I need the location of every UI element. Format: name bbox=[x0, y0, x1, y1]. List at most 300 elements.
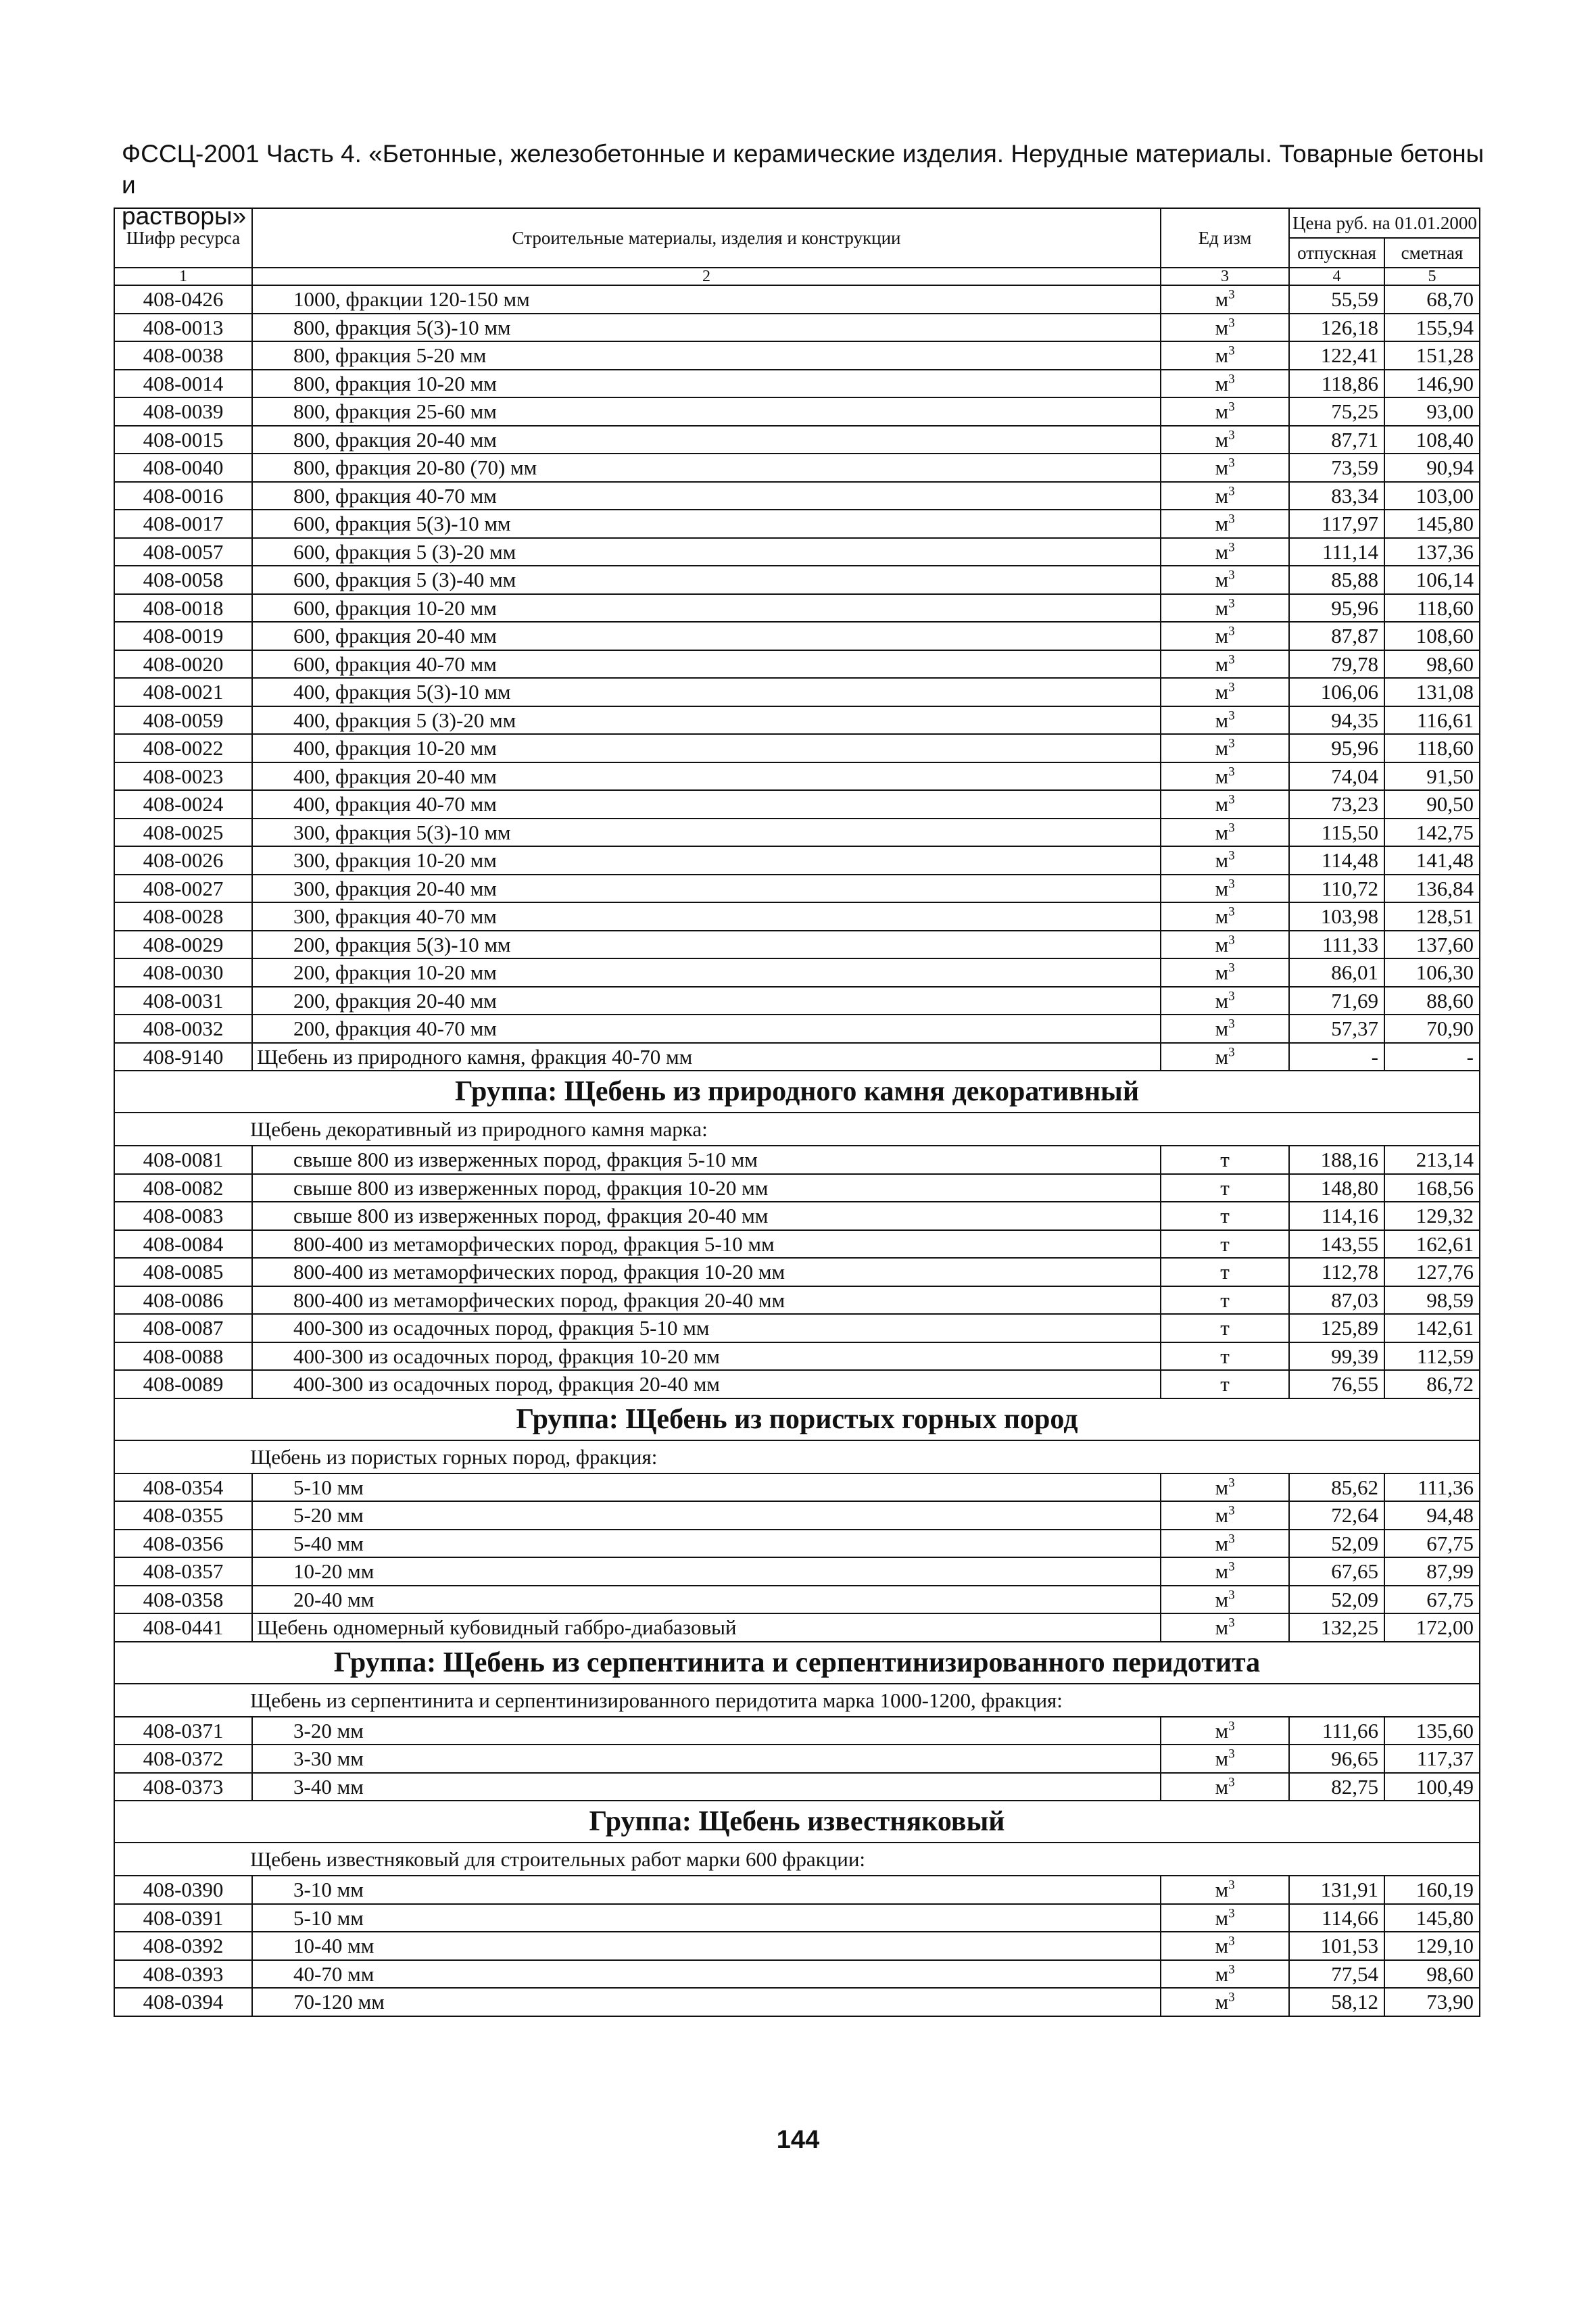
column-index-row bbox=[114, 268, 1480, 285]
estimate-price: 112,59 bbox=[1384, 1342, 1480, 1371]
estimate-price: 135,60 bbox=[1384, 1717, 1480, 1745]
estimate-price: 137,60 bbox=[1384, 931, 1480, 959]
unit: м bbox=[1215, 1475, 1229, 1499]
unit-exponent: 3 bbox=[1228, 287, 1235, 302]
estimate-price: 116,61 bbox=[1384, 706, 1480, 735]
material-name: 3-40 мм bbox=[252, 1773, 1161, 1801]
release-price: 73,23 bbox=[1289, 790, 1384, 819]
group-subtitle: Щебень декоративный из природного камня марка: bbox=[114, 1113, 1480, 1146]
release-price: 75,25 bbox=[1289, 397, 1384, 426]
unit-exponent: 3 bbox=[1228, 596, 1235, 611]
unit: м bbox=[1215, 1747, 1229, 1771]
table-row bbox=[114, 370, 1480, 398]
unit-cell bbox=[1161, 1342, 1289, 1371]
unit-cell bbox=[1161, 314, 1289, 342]
unit: м bbox=[1215, 848, 1229, 873]
unit-exponent: 3 bbox=[1228, 792, 1235, 807]
resource-code: 408-0057 bbox=[114, 538, 252, 566]
unit-cell bbox=[1161, 1258, 1289, 1286]
resource-code: 408-0082 bbox=[114, 1174, 252, 1202]
release-price: 114,48 bbox=[1289, 846, 1384, 875]
column-index: 5 bbox=[1384, 268, 1480, 285]
resource-code: 408-0371 bbox=[114, 1717, 252, 1745]
material-name: 600, фракция 5 (3)-40 мм bbox=[252, 566, 1161, 594]
group-heading-row bbox=[114, 1071, 1480, 1113]
unit: м bbox=[1215, 792, 1229, 817]
unit-exponent: 3 bbox=[1228, 1559, 1235, 1574]
release-price: 131,91 bbox=[1289, 1876, 1384, 1904]
price-table-container bbox=[114, 208, 1479, 2017]
table-row bbox=[114, 1342, 1480, 1371]
release-price: 101,53 bbox=[1289, 1932, 1384, 1960]
unit-cell bbox=[1161, 819, 1289, 847]
unit-exponent: 3 bbox=[1228, 1934, 1235, 1949]
header-name: Строительные материалы, изделия и конструкции bbox=[252, 208, 1161, 268]
material-name: 800, фракция 25-60 мм bbox=[252, 397, 1161, 426]
release-price: 132,25 bbox=[1289, 1613, 1384, 1642]
material-name: 400, фракция 20-40 мм bbox=[252, 762, 1161, 791]
resource-code: 408-0026 bbox=[114, 846, 252, 875]
release-price: 77,54 bbox=[1289, 1960, 1384, 1989]
release-price: 52,09 bbox=[1289, 1530, 1384, 1558]
material-name: 600, фракция 40-70 мм bbox=[252, 650, 1161, 679]
unit-cell bbox=[1161, 1286, 1289, 1315]
unit-cell bbox=[1161, 510, 1289, 538]
unit-cell bbox=[1161, 538, 1289, 566]
material-name: 800, фракция 20-40 мм bbox=[252, 426, 1161, 454]
unit: м bbox=[1215, 315, 1229, 339]
unit: т bbox=[1220, 1204, 1230, 1228]
unit-cell bbox=[1161, 454, 1289, 482]
estimate-price: 108,40 bbox=[1384, 426, 1480, 454]
material-name: 600, фракция 10-20 мм bbox=[252, 594, 1161, 623]
unit-cell bbox=[1161, 1314, 1289, 1342]
release-price: 58,12 bbox=[1289, 1988, 1384, 2016]
material-name: 200, фракция 40-70 мм bbox=[252, 1015, 1161, 1043]
unit: м bbox=[1215, 287, 1229, 312]
unit-cell bbox=[1161, 706, 1289, 735]
unit-cell bbox=[1161, 1773, 1289, 1801]
unit: м bbox=[1215, 1017, 1229, 1041]
release-price: 188,16 bbox=[1289, 1146, 1384, 1174]
unit: м bbox=[1215, 904, 1229, 929]
estimate-price: 93,00 bbox=[1384, 397, 1480, 426]
resource-code: 408-0028 bbox=[114, 902, 252, 931]
unit-exponent: 3 bbox=[1228, 877, 1235, 892]
unit-cell bbox=[1161, 1202, 1289, 1230]
resource-code: 408-0023 bbox=[114, 762, 252, 791]
unit-cell bbox=[1161, 1932, 1289, 1960]
unit: м bbox=[1215, 371, 1229, 395]
resource-code: 408-0022 bbox=[114, 734, 252, 762]
group-heading: Группа: Щебень известняковый bbox=[114, 1801, 1480, 1843]
unit: м bbox=[1215, 1615, 1229, 1640]
unit-cell bbox=[1161, 1717, 1289, 1745]
table-row bbox=[114, 1501, 1480, 1530]
unit-exponent: 3 bbox=[1228, 1588, 1235, 1603]
release-price: 125,89 bbox=[1289, 1314, 1384, 1342]
estimate-price: 70,90 bbox=[1384, 1015, 1480, 1043]
material-name: 600, фракция 5 (3)-20 мм bbox=[252, 538, 1161, 566]
estimate-price: 160,19 bbox=[1384, 1876, 1480, 1904]
resource-code: 408-0373 bbox=[114, 1773, 252, 1801]
table-row bbox=[114, 1960, 1480, 1989]
resource-code: 408-0018 bbox=[114, 594, 252, 623]
release-price: 103,98 bbox=[1289, 902, 1384, 931]
estimate-price: 88,60 bbox=[1384, 987, 1480, 1015]
table-row bbox=[114, 1530, 1480, 1558]
column-index: 4 bbox=[1289, 268, 1384, 285]
release-price: 143,55 bbox=[1289, 1230, 1384, 1259]
release-price: 85,62 bbox=[1289, 1473, 1384, 1502]
table-row bbox=[114, 987, 1480, 1015]
unit: м bbox=[1215, 595, 1229, 620]
unit-exponent: 3 bbox=[1228, 399, 1235, 414]
unit: м bbox=[1215, 1044, 1229, 1069]
table-row bbox=[114, 1043, 1480, 1071]
resource-code: 408-0084 bbox=[114, 1230, 252, 1259]
unit: м bbox=[1215, 1587, 1229, 1611]
release-price: 87,71 bbox=[1289, 426, 1384, 454]
release-price: 55,59 bbox=[1289, 285, 1384, 314]
unit-exponent: 3 bbox=[1228, 904, 1235, 919]
unit: т bbox=[1220, 1288, 1230, 1312]
resource-code: 408-0426 bbox=[114, 285, 252, 314]
group-subtitle: Щебень известняковый для строительных работ марки 600 фракции: bbox=[114, 1843, 1480, 1876]
unit-cell bbox=[1161, 622, 1289, 650]
group-subtitle: Щебень из серпентинита и серпентинизированного перидотита марка 1000-1200, фракция: bbox=[114, 1684, 1480, 1717]
unit-exponent: 3 bbox=[1228, 821, 1235, 835]
table-row bbox=[114, 1745, 1480, 1773]
resource-code: 408-0081 bbox=[114, 1146, 252, 1174]
unit-exponent: 3 bbox=[1228, 568, 1235, 583]
release-price: 111,14 bbox=[1289, 538, 1384, 566]
estimate-price: 103,00 bbox=[1384, 482, 1480, 510]
group-heading-row bbox=[114, 1801, 1480, 1843]
table-row bbox=[114, 1473, 1480, 1502]
unit-exponent: 3 bbox=[1228, 343, 1235, 358]
unit-cell bbox=[1161, 1530, 1289, 1558]
resource-code: 408-0356 bbox=[114, 1530, 252, 1558]
unit-cell bbox=[1161, 1988, 1289, 2016]
resource-code: 408-0083 bbox=[114, 1202, 252, 1230]
release-price: 86,01 bbox=[1289, 958, 1384, 987]
estimate-price: 118,60 bbox=[1384, 734, 1480, 762]
table-row bbox=[114, 538, 1480, 566]
table-row bbox=[114, 1988, 1480, 2016]
resource-code: 408-0441 bbox=[114, 1613, 252, 1642]
unit-cell bbox=[1161, 285, 1289, 314]
release-price: 115,50 bbox=[1289, 819, 1384, 847]
table-row bbox=[114, 510, 1480, 538]
unit: м bbox=[1215, 764, 1229, 788]
estimate-price: 87,99 bbox=[1384, 1557, 1480, 1586]
material-name: 5-10 мм bbox=[252, 1473, 1161, 1502]
unit-exponent: 3 bbox=[1228, 680, 1235, 695]
unit-cell bbox=[1161, 931, 1289, 959]
unit-exponent: 3 bbox=[1228, 1532, 1235, 1546]
material-name: 400-300 из осадочных пород, фракция 10-20 мм bbox=[252, 1342, 1161, 1371]
group-subtitle-row bbox=[114, 1843, 1480, 1876]
unit-exponent: 3 bbox=[1228, 428, 1235, 443]
release-price: 85,88 bbox=[1289, 566, 1384, 594]
unit-cell bbox=[1161, 482, 1289, 510]
unit-exponent: 3 bbox=[1228, 1906, 1235, 1921]
material-name: 40-70 мм bbox=[252, 1960, 1161, 1989]
material-name: 800, фракция 10-20 мм bbox=[252, 370, 1161, 398]
unit-cell bbox=[1161, 397, 1289, 426]
unit-cell bbox=[1161, 1557, 1289, 1586]
unit-cell bbox=[1161, 1613, 1289, 1642]
table-row bbox=[114, 1015, 1480, 1043]
unit: м bbox=[1215, 932, 1229, 956]
table-row bbox=[114, 931, 1480, 959]
release-price: 73,59 bbox=[1289, 454, 1384, 482]
unit-cell bbox=[1161, 1230, 1289, 1259]
unit-cell bbox=[1161, 958, 1289, 987]
resource-code: 408-0039 bbox=[114, 397, 252, 426]
material-name: 800, фракция 40-70 мм bbox=[252, 482, 1161, 510]
header-price: Цена руб. на 01.01.2000 bbox=[1289, 208, 1480, 238]
release-price: 148,80 bbox=[1289, 1174, 1384, 1202]
estimate-price: 108,60 bbox=[1384, 622, 1480, 650]
table-row bbox=[114, 846, 1480, 875]
estimate-price: 151,28 bbox=[1384, 341, 1480, 370]
unit-cell bbox=[1161, 902, 1289, 931]
release-price: 67,65 bbox=[1289, 1557, 1384, 1586]
unit: м bbox=[1215, 1503, 1229, 1528]
unit-exponent: 3 bbox=[1228, 540, 1235, 555]
material-name: 20-40 мм bbox=[252, 1586, 1161, 1614]
release-price: 112,78 bbox=[1289, 1258, 1384, 1286]
material-name: свыше 800 из изверженных пород, фракция 10-20 мм bbox=[252, 1174, 1161, 1202]
unit-cell bbox=[1161, 1043, 1289, 1071]
estimate-price: 136,84 bbox=[1384, 875, 1480, 903]
resource-code: 408-9140 bbox=[114, 1043, 252, 1071]
table-row bbox=[114, 678, 1480, 706]
unit-exponent: 3 bbox=[1228, 989, 1235, 1004]
unit: м bbox=[1215, 343, 1229, 368]
release-price: 118,86 bbox=[1289, 370, 1384, 398]
column-index: 3 bbox=[1161, 268, 1289, 285]
price-table bbox=[114, 208, 1480, 2017]
unit-cell bbox=[1161, 1904, 1289, 1932]
unit: м bbox=[1215, 1774, 1229, 1799]
release-price: 94,35 bbox=[1289, 706, 1384, 735]
table-row bbox=[114, 594, 1480, 623]
unit: т bbox=[1220, 1175, 1230, 1200]
estimate-price: 129,10 bbox=[1384, 1932, 1480, 1960]
table-row bbox=[114, 790, 1480, 819]
table-row bbox=[114, 454, 1480, 482]
unit: м bbox=[1215, 1905, 1229, 1930]
table-row bbox=[114, 1258, 1480, 1286]
release-price: 111,33 bbox=[1289, 931, 1384, 959]
table-header-row bbox=[114, 208, 1480, 238]
material-name: Щебень из природного камня, фракция 40-70 мм bbox=[252, 1043, 1161, 1071]
unit-exponent: 3 bbox=[1228, 1990, 1235, 2005]
unit: м bbox=[1215, 1531, 1229, 1555]
unit: м bbox=[1215, 1990, 1229, 2014]
group-heading-row bbox=[114, 1398, 1480, 1440]
resource-code: 408-0392 bbox=[114, 1932, 252, 1960]
material-name: 400-300 из осадочных пород, фракция 5-10 мм bbox=[252, 1314, 1161, 1342]
estimate-price: 137,36 bbox=[1384, 538, 1480, 566]
release-price: 114,16 bbox=[1289, 1202, 1384, 1230]
release-price: 122,41 bbox=[1289, 341, 1384, 370]
unit: м bbox=[1215, 876, 1229, 900]
resource-code: 408-0027 bbox=[114, 875, 252, 903]
unit-exponent: 3 bbox=[1228, 1775, 1235, 1790]
estimate-price: 67,75 bbox=[1384, 1530, 1480, 1558]
estimate-price: 90,50 bbox=[1384, 790, 1480, 819]
unit-cell bbox=[1161, 1501, 1289, 1530]
material-name: 800, фракция 5-20 мм bbox=[252, 341, 1161, 370]
unit-cell bbox=[1161, 762, 1289, 791]
material-name: 600, фракция 5(3)-10 мм bbox=[252, 510, 1161, 538]
estimate-price: 86,72 bbox=[1384, 1370, 1480, 1398]
unit-exponent: 3 bbox=[1228, 736, 1235, 751]
unit: м bbox=[1215, 512, 1229, 536]
table-row bbox=[114, 1717, 1480, 1745]
material-name: 600, фракция 20-40 мм bbox=[252, 622, 1161, 650]
material-name: 800-400 из метаморфических пород, фракция 20-40 мм bbox=[252, 1286, 1161, 1315]
table-row bbox=[114, 762, 1480, 791]
table-row bbox=[114, 1904, 1480, 1932]
group-heading-row bbox=[114, 1642, 1480, 1684]
column-index: 2 bbox=[252, 268, 1161, 285]
resource-code: 408-0085 bbox=[114, 1258, 252, 1286]
resource-code: 408-0020 bbox=[114, 650, 252, 679]
release-price: 52,09 bbox=[1289, 1586, 1384, 1614]
table-row bbox=[114, 734, 1480, 762]
material-name: 200, фракция 20-40 мм bbox=[252, 987, 1161, 1015]
resource-code: 408-0059 bbox=[114, 706, 252, 735]
estimate-price: - bbox=[1384, 1043, 1480, 1071]
price-table-body bbox=[114, 208, 1480, 2016]
unit: м bbox=[1215, 483, 1229, 508]
release-price: 110,72 bbox=[1289, 875, 1384, 903]
resource-code: 408-0089 bbox=[114, 1370, 252, 1398]
group-subtitle-row bbox=[114, 1440, 1480, 1473]
estimate-price: 213,14 bbox=[1384, 1146, 1480, 1174]
unit-cell bbox=[1161, 678, 1289, 706]
unit-exponent: 3 bbox=[1228, 456, 1235, 470]
resource-code: 408-0017 bbox=[114, 510, 252, 538]
unit: т bbox=[1220, 1260, 1230, 1284]
unit-cell bbox=[1161, 846, 1289, 875]
table-row bbox=[114, 1613, 1480, 1642]
estimate-price: 145,80 bbox=[1384, 1904, 1480, 1932]
unit-exponent: 3 bbox=[1228, 933, 1235, 948]
table-row bbox=[114, 1146, 1480, 1174]
resource-code: 408-0355 bbox=[114, 1501, 252, 1530]
material-name: 10-40 мм bbox=[252, 1932, 1161, 1960]
group-subtitle-row bbox=[114, 1684, 1480, 1717]
material-name: 10-20 мм bbox=[252, 1557, 1161, 1586]
material-name: 400-300 из осадочных пород, фракция 20-40 мм bbox=[252, 1370, 1161, 1398]
table-row bbox=[114, 1773, 1480, 1801]
unit-exponent: 3 bbox=[1228, 484, 1235, 499]
resource-code: 408-0015 bbox=[114, 426, 252, 454]
unit-cell bbox=[1161, 987, 1289, 1015]
estimate-price: 111,36 bbox=[1384, 1473, 1480, 1502]
resource-code: 408-0391 bbox=[114, 1904, 252, 1932]
resource-code: 408-0086 bbox=[114, 1286, 252, 1315]
release-price: 74,04 bbox=[1289, 762, 1384, 791]
release-price: 71,69 bbox=[1289, 987, 1384, 1015]
resource-code: 408-0357 bbox=[114, 1557, 252, 1586]
material-name: 800-400 из метаморфических пород, фракция 10-20 мм bbox=[252, 1258, 1161, 1286]
resource-code: 408-0393 bbox=[114, 1960, 252, 1989]
release-price: 126,18 bbox=[1289, 314, 1384, 342]
group-subtitle: Щебень из пористых горных пород, фракция: bbox=[114, 1440, 1480, 1473]
unit-cell bbox=[1161, 1174, 1289, 1202]
unit-cell bbox=[1161, 875, 1289, 903]
release-price: 111,66 bbox=[1289, 1717, 1384, 1745]
release-price: 57,37 bbox=[1289, 1015, 1384, 1043]
unit: т bbox=[1220, 1344, 1230, 1368]
table-row bbox=[114, 1932, 1480, 1960]
table-row bbox=[114, 285, 1480, 314]
table-row bbox=[114, 958, 1480, 987]
unit: м bbox=[1215, 736, 1229, 760]
unit-exponent: 3 bbox=[1228, 764, 1235, 779]
unit: т bbox=[1220, 1316, 1230, 1340]
estimate-price: 168,56 bbox=[1384, 1174, 1480, 1202]
estimate-price: 118,60 bbox=[1384, 594, 1480, 623]
resource-code: 408-0032 bbox=[114, 1015, 252, 1043]
group-subtitle-row bbox=[114, 1113, 1480, 1146]
unit-cell bbox=[1161, 1960, 1289, 1989]
estimate-price: 91,50 bbox=[1384, 762, 1480, 791]
table-row bbox=[114, 314, 1480, 342]
resource-code: 408-0024 bbox=[114, 790, 252, 819]
resource-code: 408-0372 bbox=[114, 1745, 252, 1773]
unit: м bbox=[1215, 539, 1229, 564]
release-price: 87,87 bbox=[1289, 622, 1384, 650]
estimate-price: 155,94 bbox=[1384, 314, 1480, 342]
unit: м bbox=[1215, 1961, 1229, 1986]
estimate-price: 67,75 bbox=[1384, 1586, 1480, 1614]
unit: м bbox=[1215, 1878, 1229, 1902]
unit-exponent: 3 bbox=[1228, 1017, 1235, 1031]
estimate-price: 141,48 bbox=[1384, 846, 1480, 875]
unit: т bbox=[1220, 1372, 1230, 1396]
estimate-price: 98,60 bbox=[1384, 650, 1480, 679]
unit: м bbox=[1215, 988, 1229, 1013]
unit: м bbox=[1215, 456, 1229, 480]
material-name: свыше 800 из изверженных пород, фракция 5-10 мм bbox=[252, 1146, 1161, 1174]
material-name: 300, фракция 5(3)-10 мм bbox=[252, 819, 1161, 847]
table-row bbox=[114, 902, 1480, 931]
table-row bbox=[114, 1557, 1480, 1586]
material-name: свыше 800 из изверженных пород, фракция 20-40 мм bbox=[252, 1202, 1161, 1230]
table-row bbox=[114, 706, 1480, 735]
material-name: 5-10 мм bbox=[252, 1904, 1161, 1932]
unit-exponent: 3 bbox=[1228, 512, 1235, 527]
unit: м bbox=[1215, 820, 1229, 844]
material-name: Щебень одномерный кубовидный габбро-диабазовый bbox=[252, 1613, 1161, 1642]
unit: м bbox=[1215, 399, 1229, 424]
estimate-price: 100,49 bbox=[1384, 1773, 1480, 1801]
unit-exponent: 3 bbox=[1228, 1747, 1235, 1761]
unit: м bbox=[1215, 708, 1229, 732]
unit-cell bbox=[1161, 566, 1289, 594]
header-unit: Ед изм bbox=[1161, 208, 1289, 268]
table-row bbox=[114, 1230, 1480, 1259]
table-row bbox=[114, 341, 1480, 370]
